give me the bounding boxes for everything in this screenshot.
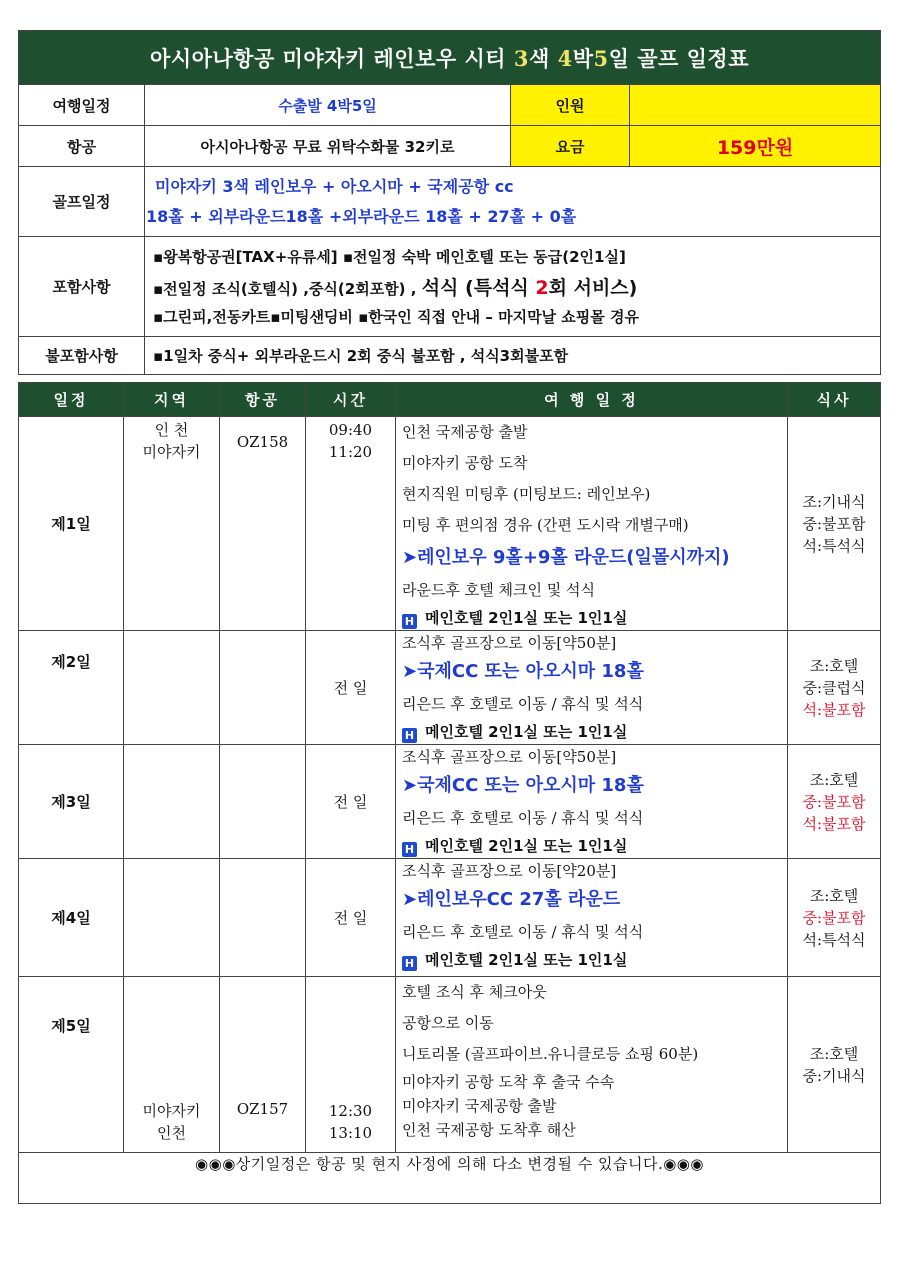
air-value: 아시아나항공 무료 위탁수화물 32키로: [145, 126, 511, 167]
golf-line-2: 18홀 + 외부라운드18홀 +외부라운드 18홀 + 27홀 + 0홀: [146, 206, 577, 226]
day-row-3: [19, 745, 881, 859]
day-row-4: [19, 859, 881, 977]
meals: [788, 745, 881, 859]
golf-line-1: 미야자키 3색 레인보우 + 아오시마 + 국제공항 cc: [155, 176, 514, 196]
travel-value: 수출발 4박5일: [145, 85, 511, 126]
itinerary-line: 조식후 골프장으로 이동[약20분]: [402, 862, 617, 880]
header-time: 시간: [306, 383, 396, 417]
hotel-line: H 메인호텔 2인1실 또는 1인1실: [396, 948, 787, 972]
meal-breakfast: 조:호텔: [809, 770, 859, 789]
day-row-2: [19, 631, 881, 745]
itinerary-line: 니토리몰 (골프파이브.유니클로등 쇼핑 60분): [402, 1045, 699, 1063]
hotel-line: H 메인호텔 2인1실 또는 1인1실: [396, 834, 787, 858]
meal-lunch: 중:불포함: [802, 908, 866, 927]
hotel-line: H 메인호텔 2인1실 또는 1인1실: [396, 720, 787, 744]
meal-dinner: 석:특석식: [802, 930, 866, 949]
itinerary-line: 인천 국제공항 도착후 해산: [402, 1121, 576, 1139]
itinerary-line: 리은드 후 호텔로 이동 / 휴식 및 석식: [402, 809, 644, 827]
included-line-1: ▪왕복항공권[TAX+유류세] ▪전일정 숙박 메인호텔 또는 동급(2인1실]: [153, 248, 626, 266]
included-label: 포함사항: [19, 237, 145, 337]
time: 전 일: [306, 859, 396, 977]
day-label: 제3일: [19, 745, 124, 859]
schedule-table: [18, 382, 881, 1204]
day-label: 제4일: [19, 859, 124, 977]
itinerary-line: 미야자키 국제공항 출발: [402, 1097, 557, 1115]
meals: [788, 977, 881, 1153]
golf-highlight: ➤국제CC 또는 아오시마 18홀: [402, 775, 644, 796]
meals: [788, 631, 881, 745]
golf-label: 골프일정: [19, 167, 145, 237]
meal-lunch: 중:클럽식: [802, 678, 866, 697]
air-label: 항공: [19, 126, 145, 167]
flight-number: [220, 859, 306, 977]
fee-label: 요금: [511, 126, 630, 167]
day-label: 제5일: [19, 977, 124, 1153]
day-label: 제2일: [19, 631, 124, 745]
header-meal: 식사: [788, 383, 881, 417]
meal-breakfast: 조:기내식: [802, 492, 866, 511]
meals: [788, 859, 881, 977]
itinerary-line: 미팅 후 편의점 경유 (간편 도시락 개별구매): [402, 516, 689, 534]
included-line-2: ▪전일정 조식(호텔식) ,중식(2회포함) , 석식 (특석식 2회 서비스): [153, 277, 638, 299]
itinerary-line: 라운드후 호텔 체크인 및 석식: [402, 581, 595, 599]
itinerary: [396, 977, 788, 1153]
excluded-label: 불포함사항: [19, 337, 145, 375]
travel-label: 여행일정: [19, 85, 145, 126]
flight-number: [220, 631, 306, 745]
header-region: 지역: [124, 383, 220, 417]
golf-schedule: [145, 167, 881, 237]
meal-lunch: 중:불포함: [802, 514, 866, 533]
hotel-line: H 메인호텔 2인1실 또는 1인1실: [396, 606, 787, 630]
day-row-1: [19, 417, 881, 631]
itinerary-line: 미야자키 공항 도착: [402, 454, 528, 472]
meal-dinner: 석:특석식: [802, 536, 866, 555]
itinerary: [396, 417, 788, 631]
people-label: 인원: [511, 85, 630, 126]
page: [18, 30, 880, 1204]
meal-breakfast: 조:호텔: [809, 1044, 859, 1063]
hotel-icon: H: [402, 842, 417, 857]
golf-highlight: ➤레인보우 9홀+9홀 라운드(일몰시까지): [402, 547, 730, 568]
flight-number: OZ158: [220, 417, 306, 631]
hotel-icon: H: [402, 956, 417, 971]
itinerary: [396, 745, 788, 859]
header-flight: 항공: [220, 383, 306, 417]
time: 09:40 11:20: [306, 417, 396, 631]
meal-lunch: 중:기내식: [802, 1066, 866, 1085]
meal-dinner: 석:불포함: [802, 700, 866, 719]
day-label: 제1일: [19, 417, 124, 631]
time: 12:30 13:10: [306, 977, 396, 1153]
summary-table: [18, 30, 881, 375]
golf-highlight: ➤국제CC 또는 아오시마 18홀: [402, 661, 644, 682]
itinerary-line: 호텔 조식 후 체크아웃: [402, 983, 547, 1001]
itinerary-line: 미야자키 공항 도착 후 출국 수속: [402, 1073, 615, 1091]
meal-dinner: 석:불포함: [802, 814, 866, 833]
region: [124, 631, 220, 745]
meal-breakfast: 조:호텔: [809, 656, 859, 675]
time: 전 일: [306, 745, 396, 859]
region: [124, 745, 220, 859]
itinerary-line: 인천 국제공항 출발: [402, 423, 528, 441]
header-itinerary: 여 행 일 정: [396, 383, 788, 417]
hotel-icon: H: [402, 728, 417, 743]
meal-breakfast: 조:호텔: [809, 886, 859, 905]
itinerary-line: 공항으로 이동: [402, 1014, 494, 1032]
meal-lunch: 중:불포함: [802, 792, 866, 811]
itinerary-line: 리은드 후 호텔로 이동 / 휴식 및 석식: [402, 695, 644, 713]
region: 인 천 미야자키: [124, 417, 220, 631]
included-items: [145, 237, 881, 337]
region: [124, 859, 220, 977]
time: 전 일: [306, 631, 396, 745]
itinerary-line: 조식후 골프장으로 이동[약50분]: [402, 634, 617, 652]
itinerary: [396, 859, 788, 977]
included-line-3: ▪그린피,전동카트▪미팅샌딩비 ▪한국인 직접 안내 – 마지막날 쇼핑몰 경유: [153, 308, 639, 326]
meals: [788, 417, 881, 631]
page-title: 아시아나항공 미야자키 레인보우 시티 3색 4박5일 골프 일정표: [19, 31, 881, 85]
itinerary-line: 현지직원 미팅후 (미팅보드: 레인보우): [402, 485, 651, 503]
header-day: 일정: [19, 383, 124, 417]
people-value: [630, 85, 881, 126]
golf-highlight: ➤레인보우CC 27홀 라운드: [402, 889, 621, 910]
itinerary: [396, 631, 788, 745]
itinerary-line: 리은드 후 호텔로 이동 / 휴식 및 석식: [402, 923, 644, 941]
hotel-icon: H: [402, 614, 417, 629]
flight-number: OZ157: [220, 977, 306, 1153]
fee-value: 159만원: [630, 126, 881, 167]
region: 미야자키 인천: [124, 977, 220, 1153]
itinerary-line: 조식후 골프장으로 이동[약50분]: [402, 748, 617, 766]
footer-notice: ◉◉◉상기일정은 항공 및 현지 사정에 의해 다소 변경될 수 있습니다.◉◉◉: [19, 1153, 881, 1204]
excluded-items: ▪1일차 중식+ 외부라운드시 2회 중식 불포함 , 석식3회불포함: [145, 337, 881, 375]
day-row-5: [19, 977, 881, 1153]
flight-number: [220, 745, 306, 859]
